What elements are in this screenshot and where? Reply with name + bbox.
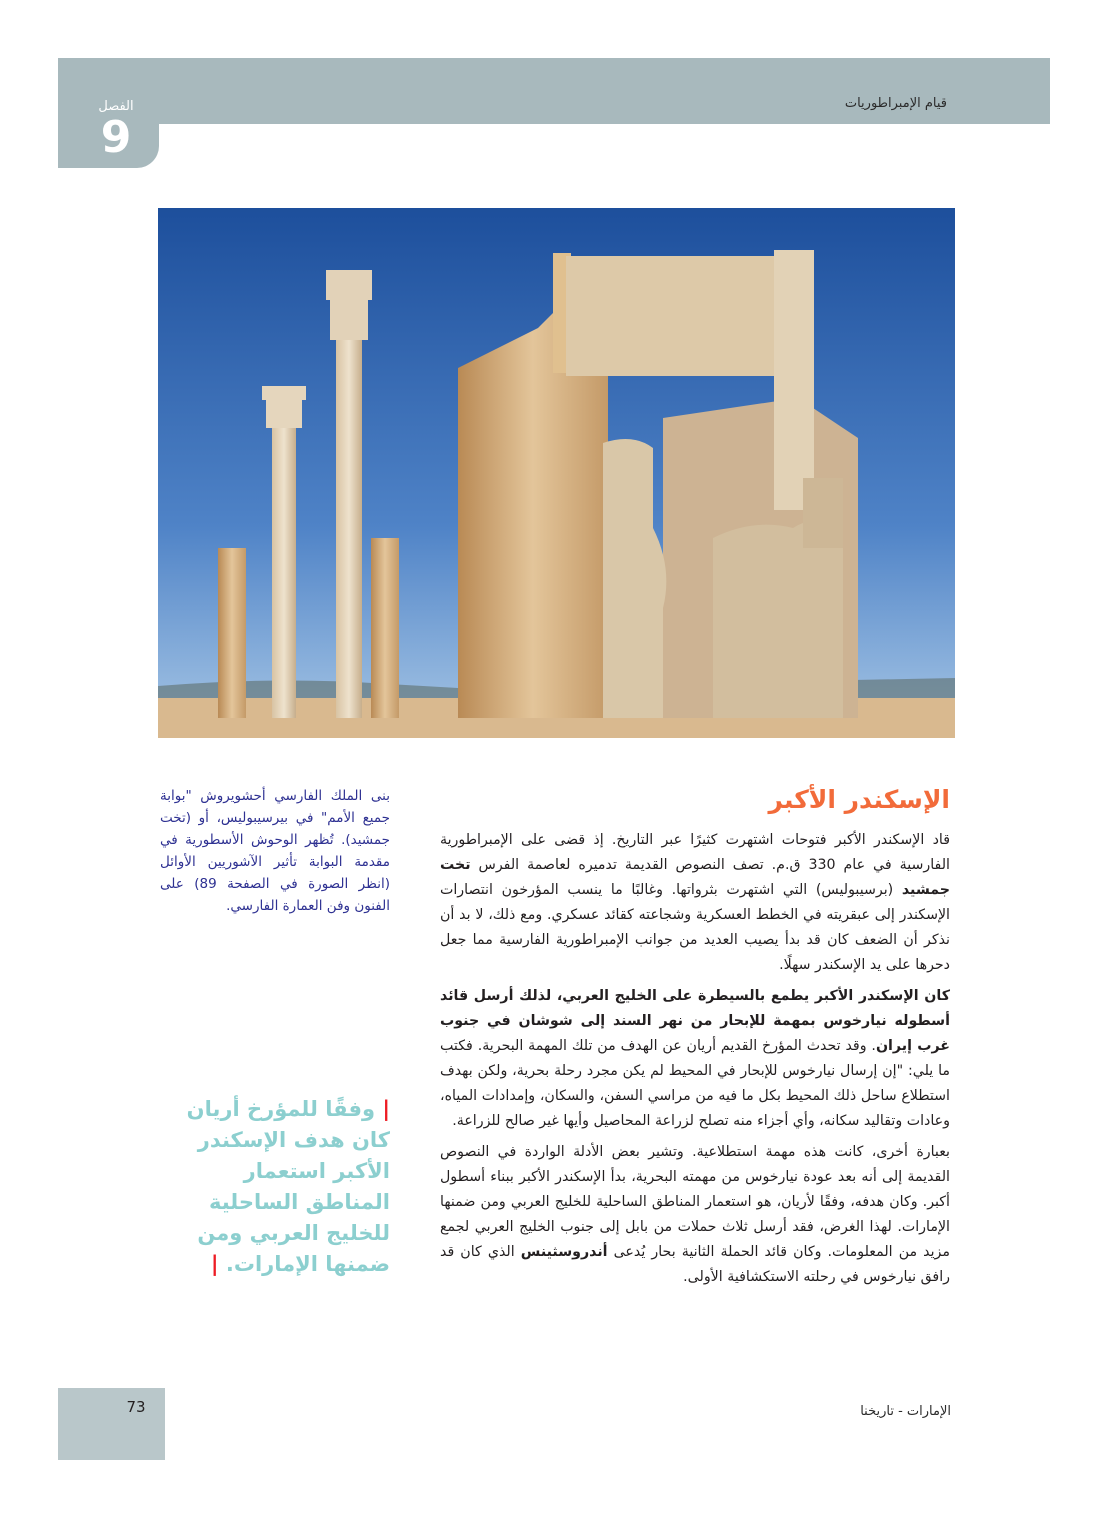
quote-bar-end: |	[210, 1252, 219, 1276]
p3-text-a: بعبارة أخرى، كانت هذه مهمة استطلاعية. وتشير بعض الأدلة الواردة في النصوص القديمة إلى أنه بعد عودة نيارخوس من مهمته البحرية، بدأ الإسكندر الأكبر ببناء أسطول أكبر. وكان هدفه، وفقًا لأريان، هو استعمار المناطق الساحلية للخليج العربي ومن ضمنها الإمارات. لهذا الغرض، فقد أرسل ثلاث حملات من بابل إلى جنوب الخليج العربي لجمع مزيد من المعلومات. وكان قائد الحملة الثانية بحار يُدعى	[440, 1144, 950, 1260]
section-title: الإسكندر الأكبر	[768, 785, 950, 814]
pull-quote-text: وفقًا للمؤرخ أريان كان هدف الإسكندر الأكبر استعمار المناطق الساحلية للخليج العربي ومن ضمنها الإمارات.	[186, 1097, 390, 1276]
paragraph-3	[440, 1140, 950, 1290]
quote-bar-start: |	[382, 1097, 390, 1121]
header-band	[58, 58, 1050, 124]
p1-bold-term: تخت جمشيد	[440, 857, 950, 898]
p2-text: . وقد تحدث المؤرخ القديم أريان عن الهدف من تلك المهمة البحرية. فكتب ما يلي: "إن إرسال نيارخوس للإبحار في المحيط لم يكن مجرد رحلة بحرية، ولكن بهدف استطلاع ساحل ذلك المحيط بكل ما فيه من مراسي السفن، والسكان، وإمدادات المياه، وعادات وتقاليد سكانه، وأي أجزاء منه تصلح لزراعة المحاصيل وأيها غير صالح للزراعة.	[440, 1038, 950, 1129]
paragraph-1	[440, 828, 950, 978]
p3-bold-term: أندروسثينس	[520, 1244, 608, 1260]
persepolis-gate-photo	[158, 208, 955, 738]
main-article	[440, 782, 950, 1296]
running-header-title: قيام الإمبراطوريات	[844, 96, 947, 111]
paragraph-2	[440, 984, 950, 1134]
pull-quote	[160, 1094, 390, 1280]
chapter-label: الفصل	[98, 99, 134, 114]
photo-illustration	[158, 208, 955, 738]
page-number: 73	[126, 1398, 146, 1416]
footer-book-title: الإمارات - تاريخنا	[860, 1404, 951, 1419]
chapter-number: 9	[100, 112, 132, 163]
p3-text-b: الذي كان قد رافق نيارخوس في رحلته الاستكشافية الأولى.	[440, 1244, 950, 1285]
photo-caption: بنى الملك الفارسي أحشويروش "بوابة جميع الأمم" في بيرسيبوليس، أو (تخت جمشيد). تُظهر الوحوش الأسطورية في مقدمة البوابة تأثير الآشوريين الأوائل (انظر الصورة في الصفحة 89) على الفنون وفن العمارة الفارسي.	[160, 788, 390, 914]
p1-text-b: (برسيبوليس) التي اشتهرت بثرواتها. وغالبًا ما ينسب المؤرخون انتصارات الإسكندر إلى عبقريته في الخطط العسكرية وشجاعته كقائد عسكري. ومع ذلك، لا بد أن نذكر أن الضعف كان قد بدأ يصيب العديد من جوانب الإمبراطورية الفارسية مما جعل دحرها على يد الإسكندر سهلًا.	[440, 882, 950, 973]
p1-text-a: قاد الإسكندر الأكبر فتوحات اشتهرت كثيرًا عبر التاريخ. إذ قضى على الإمبراطورية الفارسية في عام 330 ق.م. تصف النصوص القديمة تدميره لعاصمة الفرس	[440, 832, 950, 873]
p2-bold-lead: كان الإسكندر الأكبر يطمع بالسيطرة على الخليج العربي، لذلك أرسل قائد أسطوله نيارخوس بمهمة للإبحار من نهر السند إلى شوشان في جنوب غرب إيران	[440, 988, 950, 1054]
